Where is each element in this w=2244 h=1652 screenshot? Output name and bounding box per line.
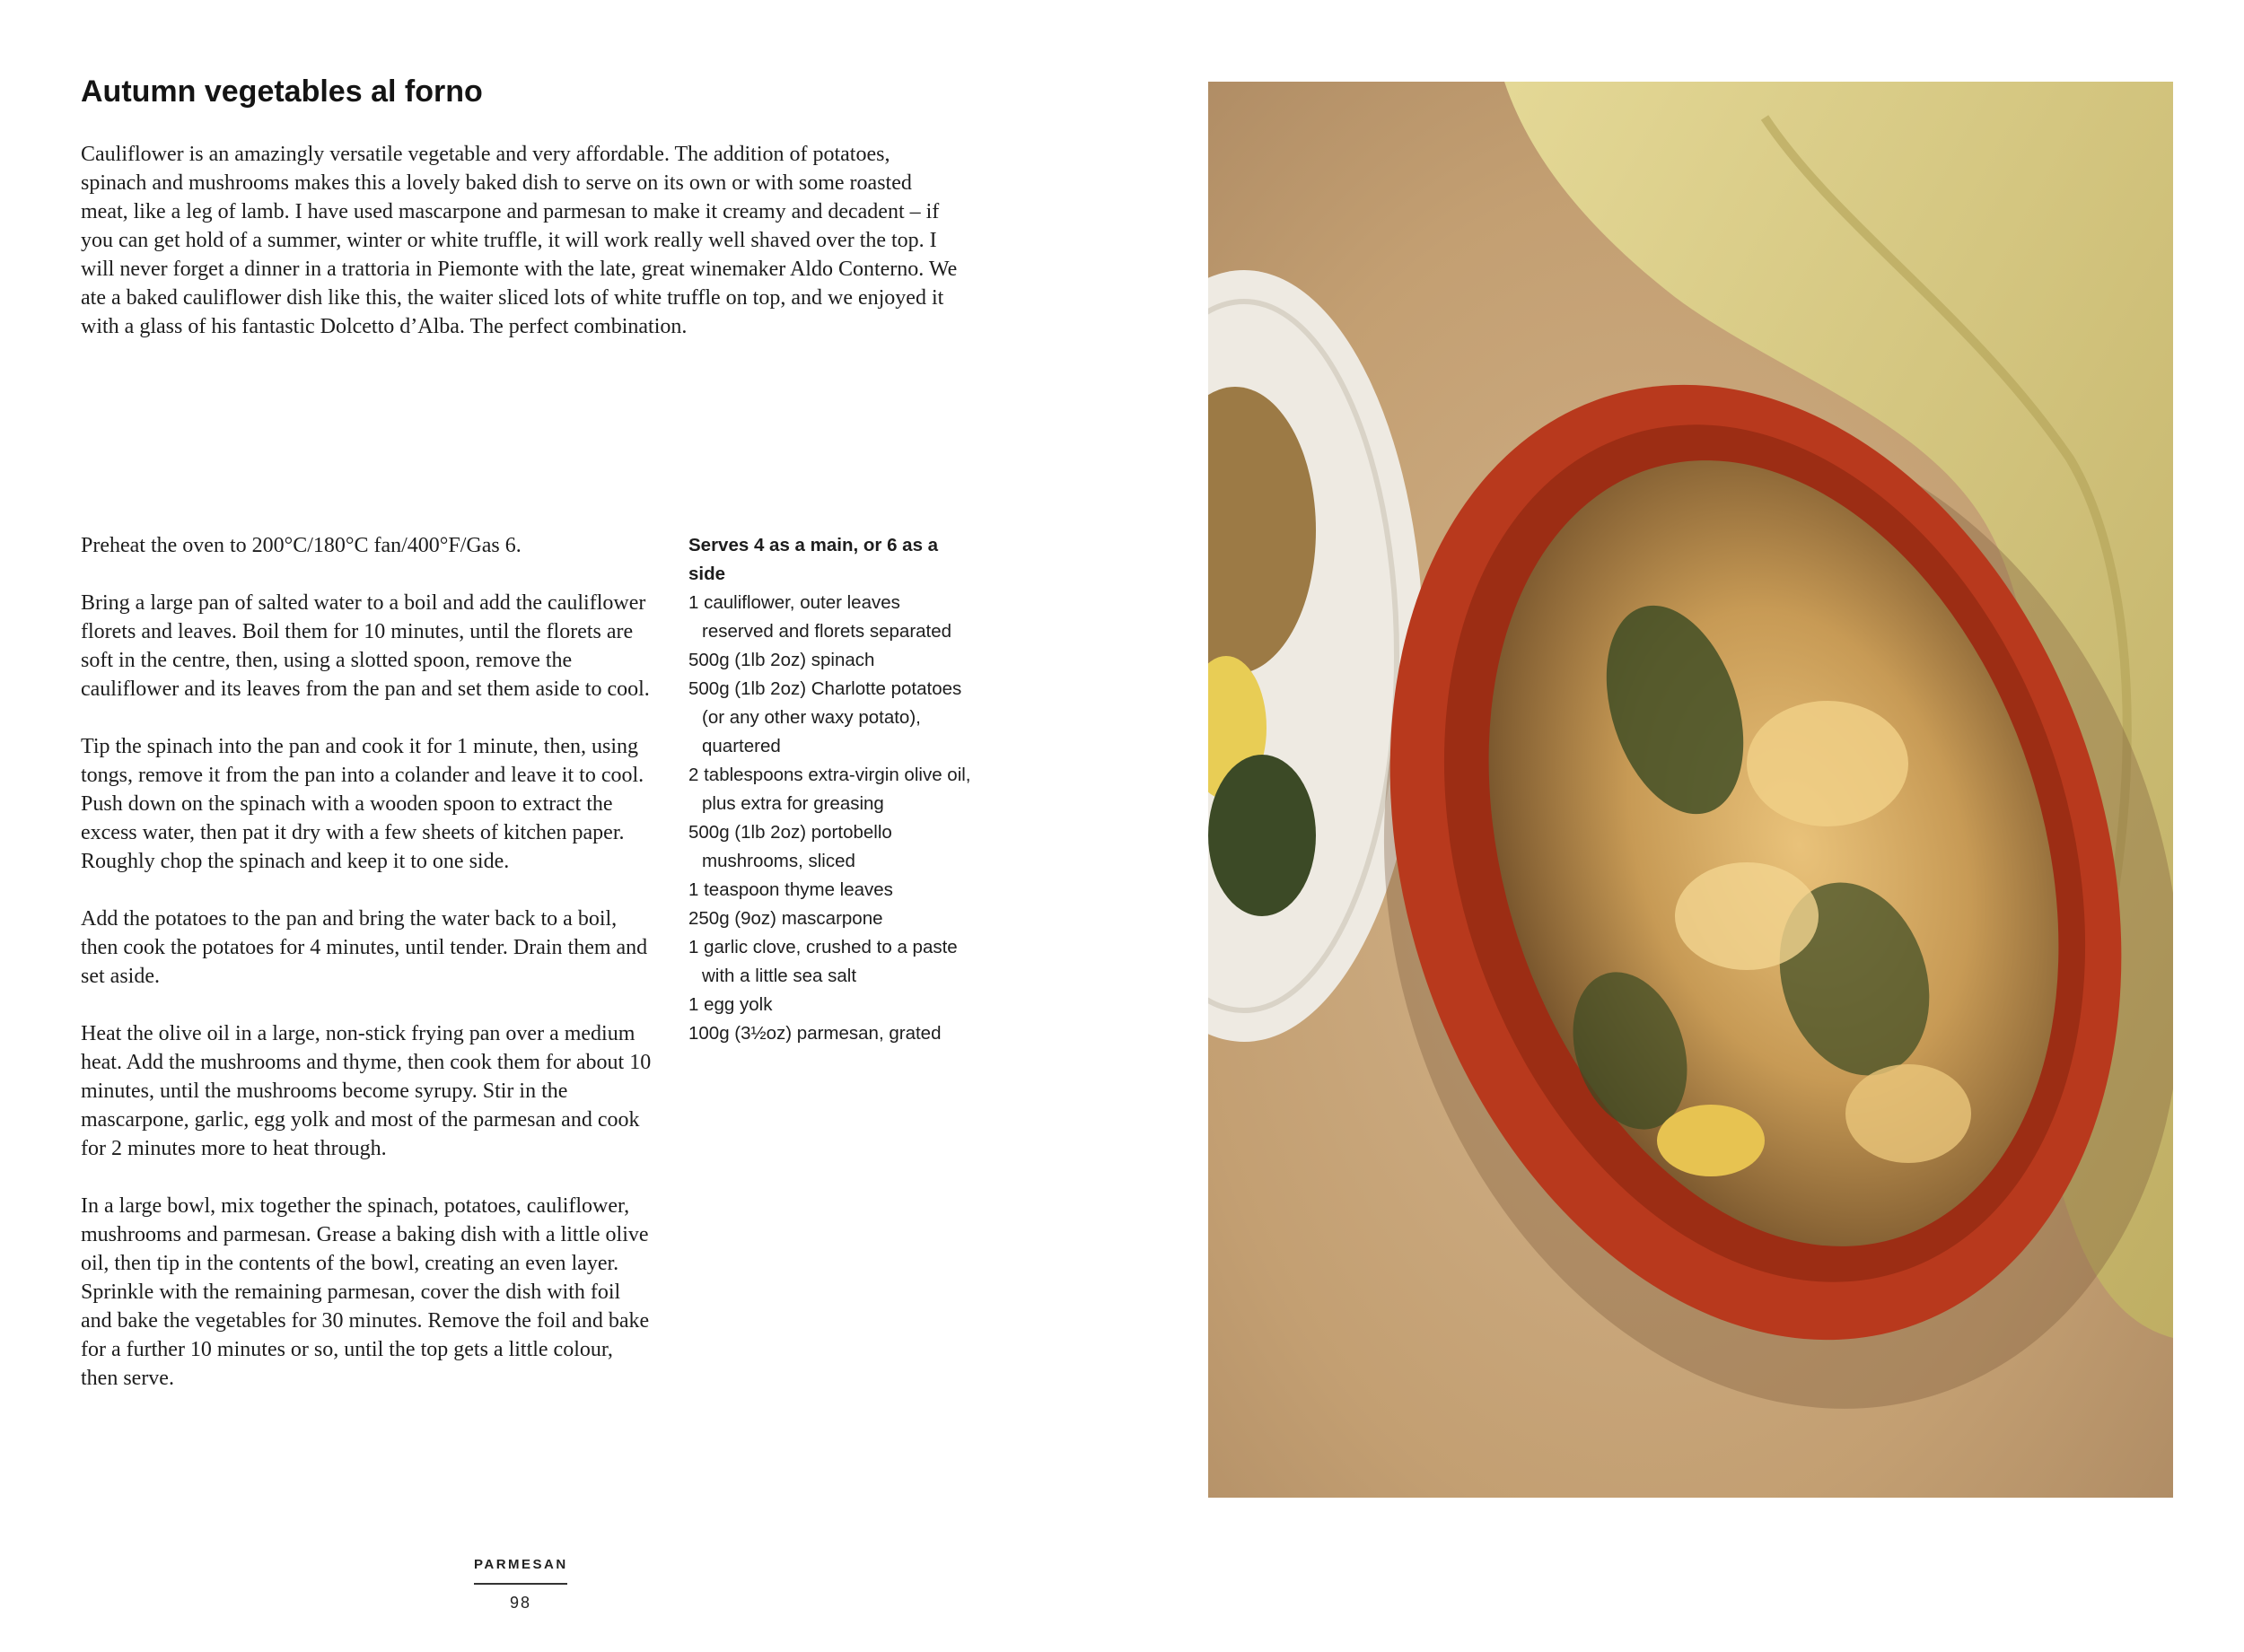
footer-divider xyxy=(474,1583,567,1585)
ingredients-column xyxy=(688,531,976,1048)
ingredient-item: 500g (1lb 2oz) Charlotte potatoes (or any other waxy potato), quartered xyxy=(688,678,962,756)
dish-photo xyxy=(1208,82,2173,1498)
section-label: PARMESAN xyxy=(474,1557,568,1572)
dish-illustration xyxy=(1208,82,2173,1498)
ingredient-item: 500g (1lb 2oz) portobello mushrooms, sliced xyxy=(688,822,892,871)
ingredient-item: 1 egg yolk xyxy=(688,994,773,1015)
method-step: Tip the spinach into the pan and cook it for 1 minute, then, using tongs, remove it from the pan into a colander and leave it to cool. Push down on the spinach with a wooden spoon to extract the excess water, then pat it dry with a few sheets of kitchen paper. Roughly chop the spinach and keep it to one side. xyxy=(81,735,644,873)
ingredient-item: 500g (1lb 2oz) spinach xyxy=(688,650,875,670)
potato-piece xyxy=(1657,1105,1765,1176)
method-column xyxy=(81,531,655,1421)
side-plate-spinach xyxy=(1208,755,1316,916)
cheese-crust xyxy=(1675,862,1819,970)
ingredient-item: 1 cauliflower, outer leaves reserved and florets separated xyxy=(688,592,952,642)
method-step: Bring a large pan of salted water to a boil and add the cauliflower florets and leaves. Boil them for 10 minutes, until the florets are soft in the centre, then, using a slotted spoon, remove the cauliflower and its leaves from the pan and set them aside to cool. xyxy=(81,591,650,701)
ingredient-item: 1 garlic clove, crushed to a paste with a little sea salt xyxy=(688,937,958,986)
method-step: Add the potatoes to the pan and bring the water back to a boil, then cook the potatoes for 4 minutes, until tender. Drain them and set aside. xyxy=(81,907,648,988)
ingredient-list xyxy=(688,589,976,1048)
ingredient-item: 2 tablespoons extra-virgin olive oil, plus extra for greasing xyxy=(688,765,971,814)
method-step: Preheat the oven to 200°C/180°C fan/400°F/Gas 6. xyxy=(81,534,522,557)
ingredient-item: 1 teaspoon thyme leaves xyxy=(688,879,893,900)
page-number: 98 xyxy=(509,1594,532,1612)
cheese-crust xyxy=(1747,701,1908,826)
serves-line: Serves 4 as a main, or 6 as a side xyxy=(688,535,939,584)
method-step: Heat the olive oil in a large, non-stick frying pan over a medium heat. Add the mushrooms and thyme, then cook them for about 10 minutes, until the mushrooms become syrupy. Stir in the mascarpone, garlic, egg yolk and most of the parmesan and cook for 2 minutes more to heat through. xyxy=(81,1022,652,1160)
recipe-intro: Cauliflower is an amazingly versatile vegetable and very affordable. The addition of potatoes, spinach and mushrooms makes this a lovely baked dish to serve on its own or with some roasted meat, like a leg of lamb. I have used mascarpone and parmesan to make it creamy and decadent – if you can get hold of a summer, winter or white truffle, it will work really well shaved over the top. I will never forget a dinner in a trattoria in Piemonte with the late, great winemaker Aldo Conterno. We ate a baked cauliflower dish like this, the waiter sliced lots of white truffle on top, and we enjoyed it with a glass of his fantastic Dolcetto d’Alba. The perfect combination. xyxy=(81,143,958,338)
cheese-crust xyxy=(1845,1064,1971,1163)
ingredient-item: 250g (9oz) mascarpone xyxy=(688,908,883,929)
recipe-title: Autumn vegetables al forno xyxy=(81,74,483,109)
method-step: In a large bowl, mix together the spinach, potatoes, cauliflower, mushrooms and parmesan. Grease a baking dish with a little olive oil, then tip in the contents of the bowl, creating an even layer. Sprinkle with the remaining parmesan, cover the dish with foil and bake the vegetables for 30 minutes. Remove the foil and bake for a further 10 minutes or so, until the top gets a little colour, then serve. xyxy=(81,1194,650,1390)
ingredient-item: 100g (3½oz) parmesan, grated xyxy=(688,1023,942,1044)
